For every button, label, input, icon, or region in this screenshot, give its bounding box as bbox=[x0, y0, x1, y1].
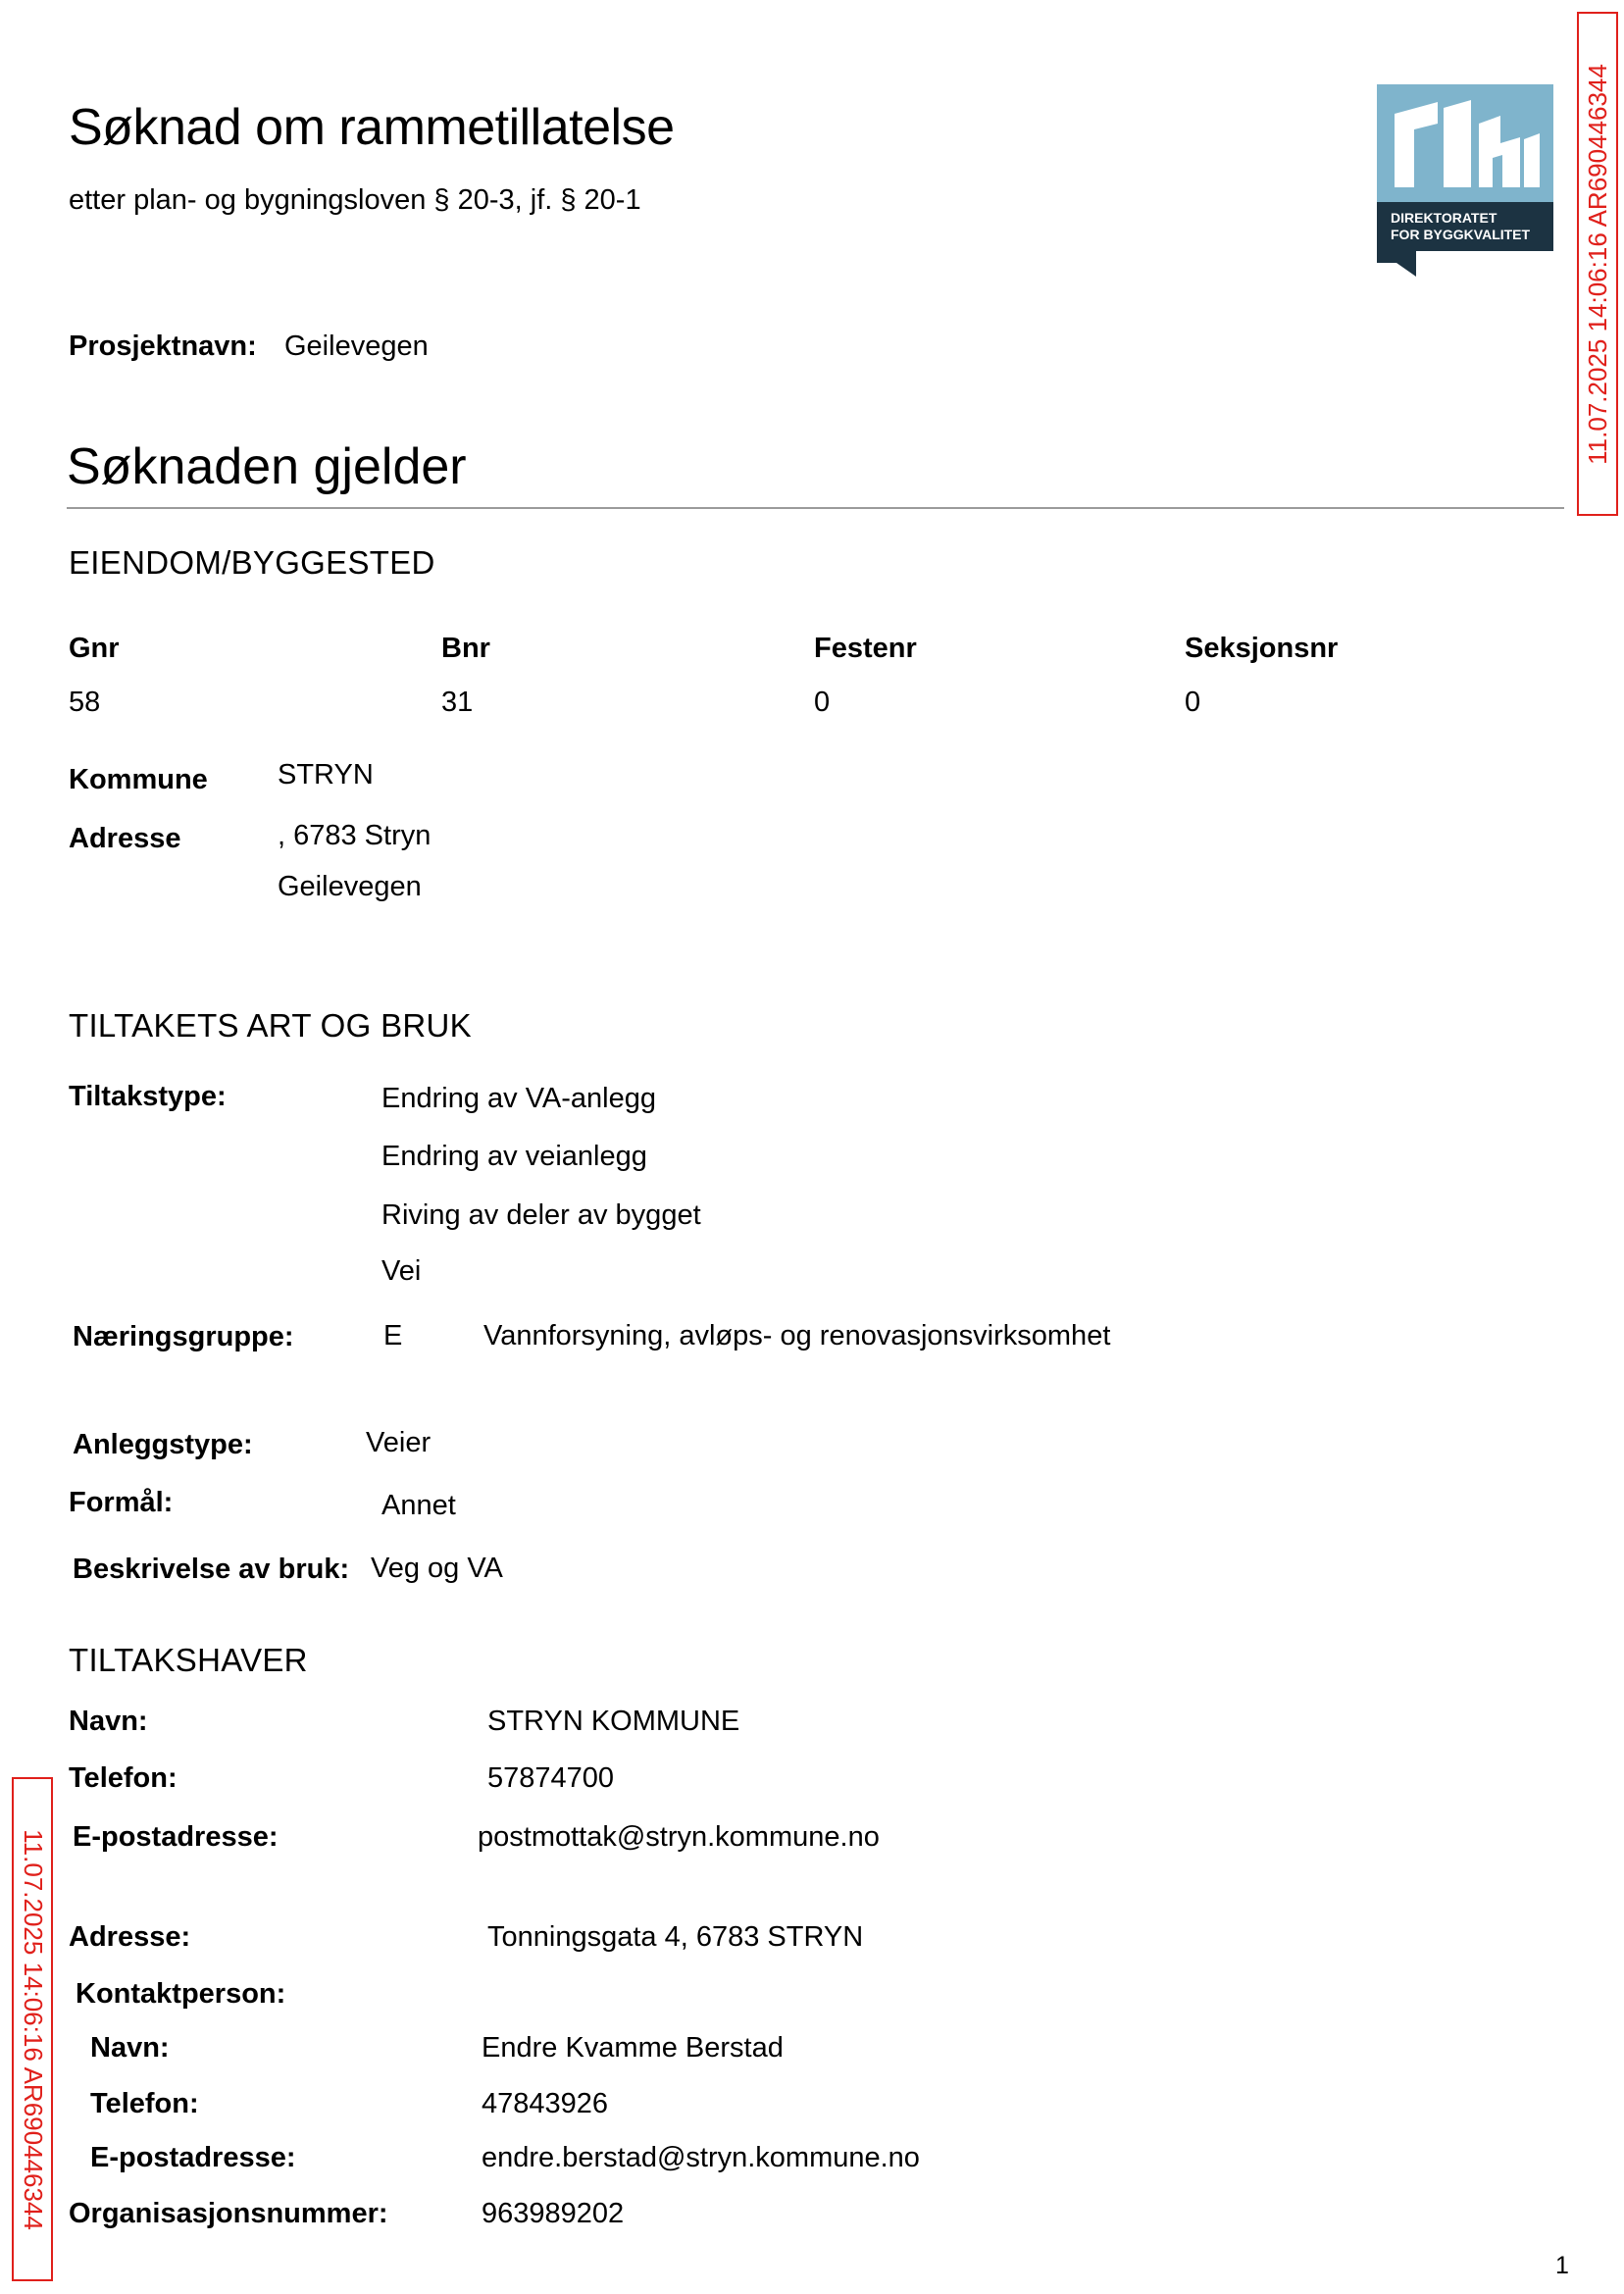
kontaktperson-navn-value: Endre Kvamme Berstad bbox=[482, 2032, 784, 2064]
tiltakstype-label: Tiltakstype: bbox=[69, 1081, 227, 1112]
tiltakshaver-adresse-label: Adresse: bbox=[69, 1921, 191, 1953]
tiltakshaver-epost-value: postmottak@stryn.kommune.no bbox=[478, 1821, 880, 1853]
logo-tab bbox=[1377, 251, 1416, 277]
organisasjonsnummer-label: Organisasjonsnummer: bbox=[69, 2198, 388, 2229]
logo-text-line2: FOR BYGGKVALITET bbox=[1391, 227, 1531, 242]
beskrivelse-label: Beskrivelse av bruk: bbox=[73, 1554, 350, 1585]
received-stamp-top-text: 11.07.2025 14:06:16 AR690446344 bbox=[1582, 63, 1612, 465]
seksjonsnr-label: Seksjonsnr bbox=[1185, 633, 1339, 664]
festenr-label: Festenr bbox=[814, 633, 917, 664]
seksjonsnr-value: 0 bbox=[1185, 687, 1201, 718]
formal-value: Annet bbox=[381, 1490, 456, 1521]
received-stamp-bottom-text: 11.07.2025 14:06:16 AR690446344 bbox=[18, 1828, 48, 2230]
document-subtitle: etter plan- og bygningsloven § 20-3, jf. § 20-1 bbox=[69, 184, 641, 216]
tiltakstype-item: Endring av veianlegg bbox=[381, 1141, 647, 1172]
adresse-label: Adresse bbox=[69, 823, 181, 854]
kontaktperson-telefon-label: Telefon: bbox=[90, 2088, 199, 2119]
tiltakshaver-navn-label: Navn: bbox=[69, 1706, 148, 1737]
tiltakshaver-navn-value: STRYN KOMMUNE bbox=[487, 1706, 740, 1737]
tiltakshaver-epost-label: E-postadresse: bbox=[73, 1821, 279, 1853]
tiltakshaver-heading: TILTAKSHAVER bbox=[69, 1642, 308, 1678]
kontaktperson-telefon-value: 47843926 bbox=[482, 2088, 609, 2119]
formal-label: Formål: bbox=[69, 1487, 174, 1518]
naeringsgruppe-text: Vannforsyning, avløps- og renovasjonsvirksomhet bbox=[483, 1320, 1111, 1351]
page-number: 1 bbox=[1555, 2252, 1569, 2279]
logo-building-4 bbox=[1524, 133, 1540, 187]
adresse-line1: , 6783 Stryn bbox=[278, 820, 431, 851]
kontaktperson-epost-label: E-postadresse: bbox=[90, 2142, 296, 2173]
kommune-value: STRYN bbox=[278, 759, 374, 790]
adresse-line2: Geilevegen bbox=[278, 871, 422, 902]
logo-building-2 bbox=[1444, 100, 1471, 187]
tiltakstype-item: Endring av VA-anlegg bbox=[381, 1083, 656, 1114]
naeringsgruppe-code: E bbox=[383, 1320, 403, 1351]
kommune-label: Kommune bbox=[69, 764, 208, 795]
kontaktperson-label: Kontaktperson: bbox=[76, 1978, 286, 2010]
festenr-value: 0 bbox=[814, 687, 831, 718]
dibk-logo-graphic bbox=[1377, 84, 1553, 277]
organisasjonsnummer-value: 963989202 bbox=[482, 2198, 625, 2229]
received-stamp-bottom bbox=[12, 1777, 53, 2281]
tiltakshaver-adresse-value: Tonningsgata 4, 6783 STRYN bbox=[487, 1921, 864, 1953]
logo-text-line1: DIREKTORATET bbox=[1391, 210, 1497, 226]
kontaktperson-navn-label: Navn: bbox=[90, 2032, 170, 2064]
received-stamp-top bbox=[1577, 12, 1618, 516]
naeringsgruppe-label: Næringsgruppe: bbox=[73, 1321, 294, 1352]
kontaktperson-epost-value: endre.berstad@stryn.kommune.no bbox=[482, 2142, 920, 2173]
eiendom-heading: EIENDOM/BYGGESTED bbox=[69, 544, 435, 581]
project-name-value: Geilevegen bbox=[284, 331, 429, 362]
tiltak-heading: TILTAKETS ART OG BRUK bbox=[69, 1007, 472, 1044]
gnr-value: 58 bbox=[69, 687, 101, 718]
gnr-label: Gnr bbox=[69, 633, 120, 664]
section-divider bbox=[67, 507, 1564, 509]
project-name-label: Prosjektnavn: bbox=[69, 331, 257, 362]
document-title: Søknad om rammetillatelse bbox=[69, 99, 675, 156]
anleggstype-label: Anleggstype: bbox=[73, 1429, 253, 1460]
tiltakshaver-telefon-value: 57874700 bbox=[487, 1762, 615, 1794]
tiltakstype-item: Riving av deler av bygget bbox=[381, 1199, 701, 1231]
section-title: Søknaden gjelder bbox=[67, 438, 467, 495]
anleggstype-value: Veier bbox=[366, 1427, 431, 1458]
tiltakshaver-telefon-label: Telefon: bbox=[69, 1762, 178, 1794]
tiltakstype-item: Vei bbox=[381, 1255, 422, 1287]
bnr-label: Bnr bbox=[441, 633, 490, 664]
beskrivelse-value: Veg og VA bbox=[371, 1553, 503, 1584]
dibk-logo bbox=[1377, 84, 1553, 277]
bnr-value: 31 bbox=[441, 687, 474, 718]
